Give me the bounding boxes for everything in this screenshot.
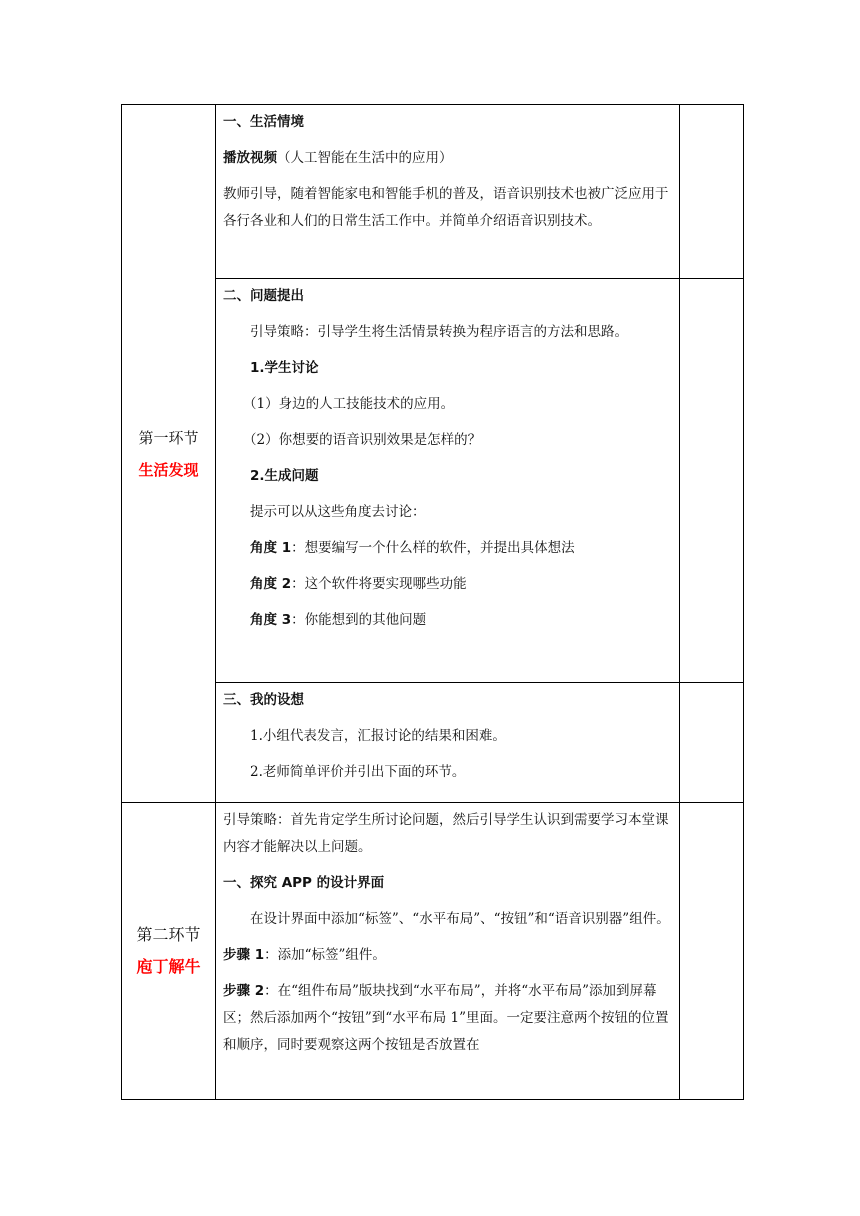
- notes-cell: [680, 803, 744, 1100]
- list-item: 2.老师简单评价并引出下面的环节。: [250, 764, 466, 780]
- step-text: ：在“组件布局”版块找到“水平布局”，并将“水平布局”添加到屏幕区；然后添加两个“按钮”到“水平布局 1”里面。一定要注意两个按钮的位置和顺序，同时要观察这两个按钮是否放置在: [223, 983, 669, 1053]
- sub-heading: 1.学生讨论: [250, 360, 319, 376]
- stage1-name: 第一环节: [138, 428, 199, 447]
- paragraph: 在设计界面中添加“标签”、“水平布局”、“按钮”和“语音识别器”组件。: [250, 911, 670, 927]
- section-heading: 二、问题提出: [223, 288, 304, 304]
- stage1-cell: [122, 105, 216, 803]
- content-cell: [216, 279, 680, 683]
- section-heading: 一、探究 APP 的设计界面: [223, 875, 385, 891]
- table-row: [122, 683, 744, 803]
- stage2-cell: [122, 803, 216, 1100]
- table-row: [122, 803, 744, 1100]
- strategy-text: 引导策略：首先肯定学生所讨论问题，然后引导学生认识到需要学习本堂课内容才能解决以上问题。: [223, 812, 669, 855]
- paragraph: 教师引导，随着智能家电和智能手机的普及，语音识别技术也被广泛应用于各行各业和人们的日常生活工作中。并简单介绍语音识别技术。: [223, 186, 669, 229]
- angle-text: ：这个软件将要实现哪些功能: [291, 576, 467, 592]
- table-row: [122, 279, 744, 683]
- notes-cell: [680, 279, 744, 683]
- sub-heading: 2.生成问题: [250, 468, 319, 484]
- angle-label: 角度 2: [250, 576, 292, 592]
- content-cell: [216, 105, 680, 279]
- angle-label: 角度 1: [250, 540, 292, 556]
- step-label: 步骤 1: [223, 947, 265, 963]
- list-item: 1.小组代表发言，汇报讨论的结果和困难。: [250, 728, 506, 744]
- hint-text: 提示可以从这些角度去讨论：: [250, 504, 426, 520]
- stage2-name: 第二环节: [136, 925, 201, 944]
- notes-cell: [680, 105, 744, 279]
- content-cell: [216, 683, 680, 803]
- section-heading: 一、生活情境: [223, 114, 304, 130]
- video-note: （人工智能在生活中的应用）: [277, 150, 453, 166]
- question-item: （1）身边的人工技能技术的应用。: [243, 396, 455, 412]
- table-row: [122, 105, 744, 279]
- content-cell: [216, 803, 680, 1100]
- angle-text: ：想要编写一个什么样的软件，并提出具体想法: [291, 540, 575, 556]
- stage1-title: 生活发现: [138, 460, 199, 479]
- strategy-text: 引导策略：引导学生将生活情景转换为程序语言的方法和思路。: [250, 324, 628, 340]
- step-text: ：添加“标签”组件。: [264, 947, 386, 963]
- stage2-title: 庖丁解牛: [136, 957, 201, 976]
- angle-label: 角度 3: [250, 612, 292, 628]
- notes-cell: [680, 683, 744, 803]
- video-label: 播放视频: [223, 150, 277, 166]
- section-heading: 三、我的设想: [223, 692, 304, 708]
- step-label: 步骤 2: [223, 983, 265, 999]
- question-item: （2）你想要的语音识别效果是怎样的？: [243, 432, 482, 448]
- lesson-plan-table: [121, 104, 744, 1100]
- angle-text: ：你能想到的其他问题: [291, 612, 427, 628]
